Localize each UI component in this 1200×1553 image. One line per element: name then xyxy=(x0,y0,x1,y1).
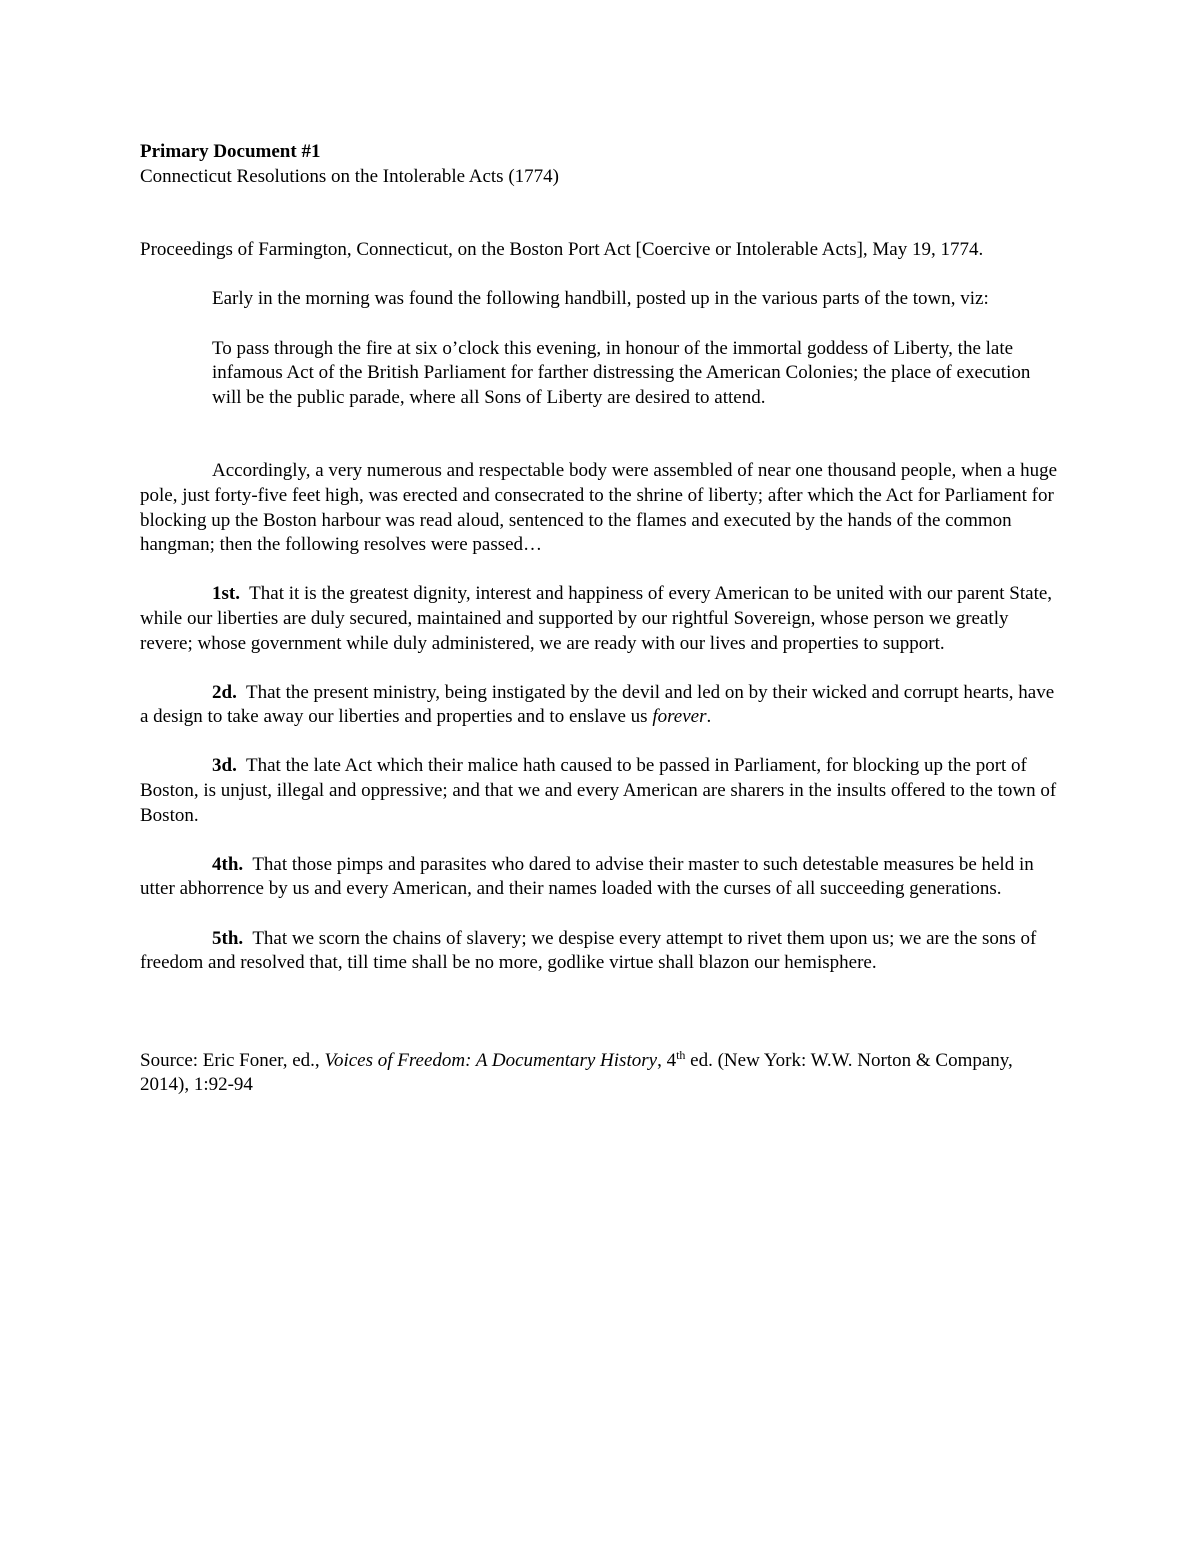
resolve-2-emphasis: forever xyxy=(652,706,707,728)
resolve-2-label: 2d. xyxy=(212,681,237,703)
resolve-5 xyxy=(140,927,1060,976)
source-edition-sup: th xyxy=(676,1047,686,1062)
source-edition-num: , 4 xyxy=(657,1049,677,1071)
document-title: Primary Document #1 xyxy=(140,141,321,162)
document-page xyxy=(140,140,1060,1098)
resolve-2-after: . xyxy=(706,706,712,728)
resolve-1 xyxy=(140,582,1060,656)
resolve-3-text: That the late Act which their malice hath caused to be passed in Parliament, for blocking up the port of Boston, is unjust, illegal and oppressive; and that we and every American are sharers in the insults offered to the town of Boston. xyxy=(140,755,1057,826)
source-prefix: Source: Eric Foner, ed., xyxy=(140,1049,325,1071)
document-subtitle: Connecticut Resolutions on the Intolerable Acts (1774) xyxy=(140,165,559,187)
resolve-1-text: That it is the greatest dignity, interest and happiness of every American to be united with our parent State, while our liberties are duly secured, maintained and supported by our rightful Sovereign, whose person we greatly revere; whose government while duly administered, we are ready with our lives and properties to support. xyxy=(140,583,1053,654)
resolve-1-label: 1st. xyxy=(212,583,240,605)
resolve-4-text: That those pimps and parasites who dared to advise their master to such detestable measures be held in utter abhorrence by us and every American, and their names loaded with the curses of all succeeding generations. xyxy=(140,853,1034,900)
source-citation xyxy=(140,1049,1060,1098)
resolve-4-label: 4th. xyxy=(212,853,244,875)
intro-paragraph: Early in the morning was found the following handbill, posted up in the various parts of the town, viz: xyxy=(212,288,989,310)
resolve-2-text: That the present ministry, being instigated by the devil and led on by their wicked and corrupt hearts, have a design to take away our liberties and properties and to enslave us xyxy=(140,681,1055,728)
accordingly-paragraph: Accordingly, a very numerous and respectable body were assembled of near one thousand people, when a huge pole, just forty-five feet high, was erected and consecrated to the shrine of liberty; after which the Act for Parliament for blocking up the Boston harbour was read aloud, sentenced to the flames and executed by the hands of the common hangman; then the following resolves were passed… xyxy=(140,460,1058,556)
resolve-5-label: 5th. xyxy=(212,927,244,949)
resolve-2 xyxy=(140,681,1060,730)
handbill-quote: To pass through the fire at six o’clock this evening, in honour of the immortal goddess of Liberty, the late infamous Act of the British Parliament for farther distressing the American Colonies; the place of execution will be the public parade, where all Sons of Liberty are desired to attend. xyxy=(212,337,1031,408)
source-suffix: ed. (New York: W.W. Norton & Company, 2014), 1:92-94 xyxy=(140,1049,1013,1096)
resolve-3 xyxy=(140,754,1060,828)
resolve-3-label: 3d. xyxy=(212,755,237,777)
proceedings-heading: Proceedings of Farmington, Connecticut, on the Boston Port Act [Coercive or Intolerable Acts], May 19, 1774. xyxy=(140,239,984,261)
source-book-title: Voices of Freedom: A Documentary History xyxy=(324,1049,658,1071)
resolve-5-text: That we scorn the chains of slavery; we despise every attempt to rivet them upon us; we are the sons of freedom and resolved that, till time shall be no more, godlike virtue shall blazon our hemisphere. xyxy=(140,927,1037,974)
resolve-4 xyxy=(140,853,1060,902)
